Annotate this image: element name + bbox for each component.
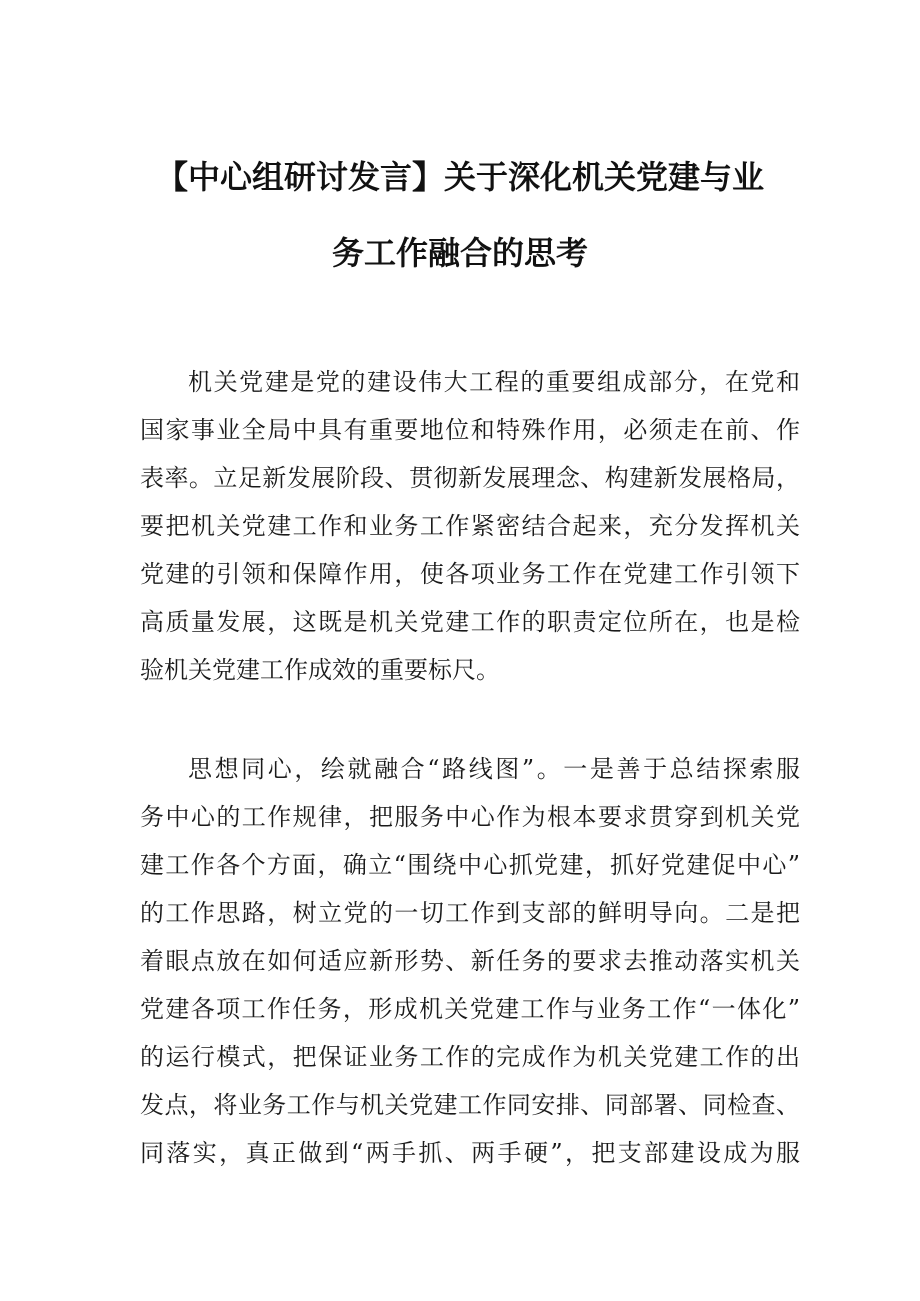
paragraph-line: 务中心的工作规律，把服务中心作为根本要求贯穿到机关党 [140,803,800,831]
paragraph-line: 机关党建是党的建设伟大工程的重要组成部分，在党和 [188,368,800,396]
paragraph-line: 验机关党建工作成效的重要标尺。 [140,656,500,684]
paragraph-line: 要把机关党建工作和业务工作紧密结合起来，充分发挥机关 [140,512,800,540]
paragraph-line: 思想同心，绘就融合“路线图”。一是善于总结探索服 [188,755,800,783]
paragraph-line: 表率。立足新发展阶段、贯彻新发展理念、构建新发展格局， [140,464,800,492]
paragraph-line: 高质量发展，这既是机关党建工作的职责定位所在，也是检 [140,608,800,636]
document-title-line-1: 【中心组研讨发言】关于深化机关党建与业 [155,158,764,196]
paragraph-line: 着眼点放在如何适应新形势、新任务的要求去推动落实机关 [140,947,800,975]
paragraph-intro [140,358,800,694]
paragraph-line: 的工作思路，树立党的一切工作到支部的鲜明导向。二是把 [140,899,800,927]
paragraph-line: 建工作各个方面，确立“围绕中心抓党建，抓好党建促中心” [140,851,800,879]
paragraph-line: 党建各项工作任务，形成机关党建工作与业务工作“一体化” [140,995,800,1023]
paragraph-line: 的运行模式，把保证业务工作的完成作为机关党建工作的出 [140,1043,800,1071]
paragraph-section-one [140,745,800,1177]
paragraph-line: 同落实，真正做到“两手抓、两手硬”，把支部建设成为服 [140,1139,800,1167]
paragraph-line: 发点，将业务工作与机关党建工作同安排、同部署、同检查、 [140,1091,800,1119]
paragraph-line: 国家事业全局中具有重要地位和特殊作用，必须走在前、作 [140,416,800,444]
paragraph-line: 党建的引领和保障作用，使各项业务工作在党建工作引领下 [140,560,800,588]
document-title-line-2: 务工作融合的思考 [331,234,588,272]
